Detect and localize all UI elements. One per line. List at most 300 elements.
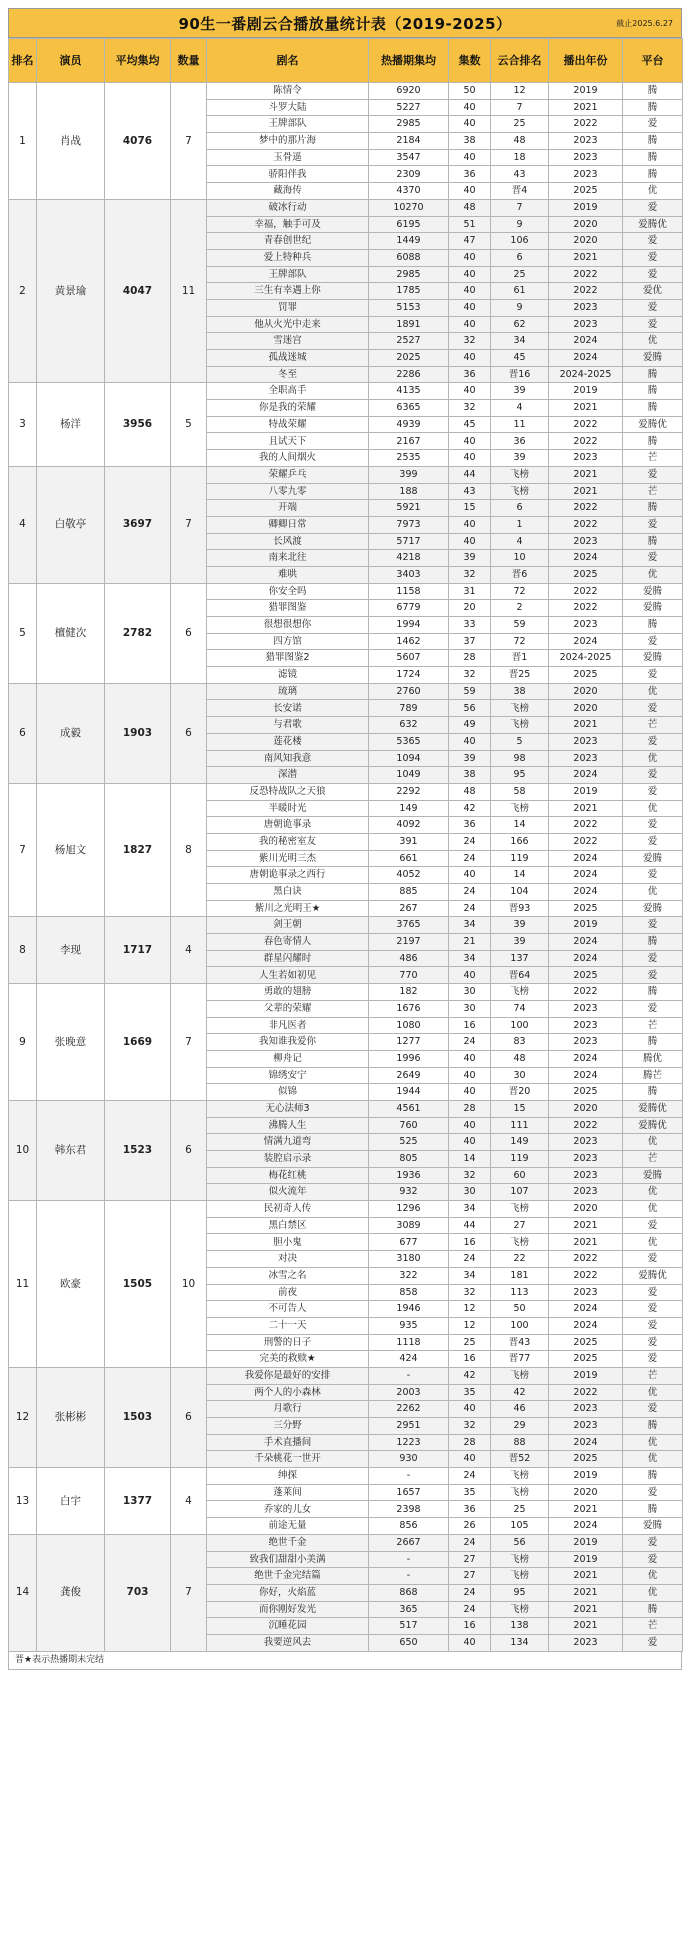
air-year: 2023: [549, 750, 623, 767]
drama-title: 琉璃: [207, 683, 369, 700]
yunhe-rank: 1: [491, 516, 549, 533]
drama-title: 特战荣耀: [207, 416, 369, 433]
episode-count: 28: [449, 650, 491, 667]
yunhe-rank: 166: [491, 833, 549, 850]
platform: 爱: [623, 299, 683, 316]
drama-count: 11: [171, 199, 207, 383]
header-count: 数量: [171, 39, 207, 83]
header-avg: 平均集均: [105, 39, 171, 83]
platform: 芒: [623, 1618, 683, 1635]
air-year: 2019: [549, 199, 623, 216]
air-year: 2023: [549, 316, 623, 333]
drama-title: 绝世千金: [207, 1534, 369, 1551]
platform: 爱: [623, 116, 683, 133]
drama-title: 幸福，触手可及: [207, 216, 369, 233]
episode-count: 35: [449, 1384, 491, 1401]
actor-average: 3697: [105, 466, 171, 583]
yunhe-rank: 39: [491, 934, 549, 951]
hot-period-avg: 322: [369, 1267, 449, 1284]
yunhe-rank: 48: [491, 133, 549, 150]
hot-period-avg: 677: [369, 1234, 449, 1251]
drama-title: 孤战迷城: [207, 350, 369, 367]
yunhe-rank: 149: [491, 1134, 549, 1151]
table-row: [9, 1201, 683, 1218]
platform: 腾: [623, 149, 683, 166]
air-year: 2022: [549, 984, 623, 1001]
episode-count: 40: [449, 1134, 491, 1151]
platform: 爱腾: [623, 350, 683, 367]
hot-period-avg: 2167: [369, 433, 449, 450]
platform: 优: [623, 1451, 683, 1468]
yunhe-rank: 43: [491, 166, 549, 183]
hot-period-avg: 486: [369, 950, 449, 967]
yunhe-rank: 134: [491, 1634, 549, 1651]
episode-count: 40: [449, 249, 491, 266]
episode-count: 40: [449, 316, 491, 333]
drama-title: 月歌行: [207, 1401, 369, 1418]
table-row: [9, 783, 683, 800]
air-year: 2023: [549, 1034, 623, 1051]
episode-count: 45: [449, 416, 491, 433]
yunhe-rank: 9: [491, 216, 549, 233]
platform: 爱: [623, 1351, 683, 1368]
hot-period-avg: -: [369, 1367, 449, 1384]
table-row: [9, 984, 683, 1001]
hot-period-avg: 868: [369, 1584, 449, 1601]
drama-title: 锦绣安宁: [207, 1067, 369, 1084]
air-year: 2020: [549, 1484, 623, 1501]
air-year: 2022: [549, 433, 623, 450]
yunhe-rank: 48: [491, 1050, 549, 1067]
episode-count: 32: [449, 566, 491, 583]
episode-count: 51: [449, 216, 491, 233]
hot-period-avg: 1118: [369, 1334, 449, 1351]
drama-title: 难哄: [207, 566, 369, 583]
footnote: 晋★表示热播期未完结: [8, 1652, 682, 1670]
episode-count: 32: [449, 1167, 491, 1184]
drama-title: 雪迷宫: [207, 333, 369, 350]
drama-title: 长风渡: [207, 533, 369, 550]
episode-count: 40: [449, 283, 491, 300]
platform: 腾: [623, 166, 683, 183]
actor-rank: 10: [9, 1100, 37, 1200]
yunhe-rank: 4: [491, 533, 549, 550]
platform: 爱: [623, 867, 683, 884]
hot-period-avg: 525: [369, 1134, 449, 1151]
drama-title: 我知谁我爱你: [207, 1034, 369, 1051]
air-year: 2024: [549, 1301, 623, 1318]
drama-title: 胆小鬼: [207, 1234, 369, 1251]
drama-title: 我爱你是最好的安排: [207, 1367, 369, 1384]
yunhe-rank: 27: [491, 1217, 549, 1234]
stats-table: [8, 38, 683, 1652]
table-row: [9, 1534, 683, 1551]
yunhe-rank: 晋6: [491, 566, 549, 583]
episode-count: 40: [449, 516, 491, 533]
air-year: 2021: [549, 1501, 623, 1518]
actor-average: 3956: [105, 383, 171, 466]
hot-period-avg: 2184: [369, 133, 449, 150]
hot-period-avg: 2985: [369, 116, 449, 133]
platform: 爱腾: [623, 850, 683, 867]
drama-title: 完美的救赎★: [207, 1351, 369, 1368]
actor-average: 1505: [105, 1201, 171, 1368]
hot-period-avg: 149: [369, 800, 449, 817]
actor-rank: 1: [9, 83, 37, 200]
table-row: [9, 1367, 683, 1384]
air-year: 2025: [549, 1451, 623, 1468]
hot-period-avg: 365: [369, 1601, 449, 1618]
platform: 优: [623, 333, 683, 350]
hot-period-avg: 3765: [369, 917, 449, 934]
air-year: 2021: [549, 1584, 623, 1601]
air-year: 2024: [549, 850, 623, 867]
actor-name: 杨洋: [37, 383, 105, 466]
hot-period-avg: -: [369, 1468, 449, 1485]
platform: 爱: [623, 266, 683, 283]
platform: 优: [623, 1584, 683, 1601]
episode-count: 24: [449, 1601, 491, 1618]
platform: 爱: [623, 249, 683, 266]
drama-title: 猎罪图鉴: [207, 600, 369, 617]
hot-period-avg: 1996: [369, 1050, 449, 1067]
hot-period-avg: 1462: [369, 633, 449, 650]
table-row: [9, 466, 683, 483]
air-year: 2025: [549, 1351, 623, 1368]
hot-period-avg: 391: [369, 833, 449, 850]
episode-count: 39: [449, 750, 491, 767]
yunhe-rank: 飞榜: [491, 1601, 549, 1618]
table-row: [9, 1100, 683, 1117]
air-year: 2019: [549, 1367, 623, 1384]
episode-count: 24: [449, 1584, 491, 1601]
episode-count: 44: [449, 1217, 491, 1234]
yunhe-rank: 晋77: [491, 1351, 549, 1368]
episode-count: 40: [449, 299, 491, 316]
hot-period-avg: 2667: [369, 1534, 449, 1551]
drama-count: 4: [171, 917, 207, 984]
episode-count: 32: [449, 333, 491, 350]
episode-count: 15: [449, 500, 491, 517]
yunhe-rank: 25: [491, 1501, 549, 1518]
platform: 优: [623, 800, 683, 817]
platform: 芒: [623, 1017, 683, 1034]
drama-count: 4: [171, 1468, 207, 1535]
hot-period-avg: 661: [369, 850, 449, 867]
drama-title: 黑白禁区: [207, 1217, 369, 1234]
air-year: 2024: [549, 1067, 623, 1084]
platform: 爱腾优: [623, 416, 683, 433]
air-year: 2025: [549, 183, 623, 200]
actor-average: 1503: [105, 1367, 171, 1467]
platform: 腾: [623, 500, 683, 517]
platform: 腾: [623, 617, 683, 634]
hot-period-avg: 930: [369, 1451, 449, 1468]
platform: 芒: [623, 450, 683, 467]
drama-title: 四方馆: [207, 633, 369, 650]
header-actor: 演员: [37, 39, 105, 83]
yunhe-rank: 72: [491, 583, 549, 600]
drama-title: 爱上特种兵: [207, 249, 369, 266]
stats-sheet: [8, 8, 682, 1941]
air-year: 2020: [549, 233, 623, 250]
air-year: 2019: [549, 783, 623, 800]
drama-title: 唐朝诡事录之西行: [207, 867, 369, 884]
episode-count: 35: [449, 1484, 491, 1501]
drama-title: 蓬莱间: [207, 1484, 369, 1501]
yunhe-rank: 晋4: [491, 183, 549, 200]
drama-title: 斗罗大陆: [207, 99, 369, 116]
episode-count: 40: [449, 183, 491, 200]
episode-count: 40: [449, 350, 491, 367]
air-year: 2022: [549, 500, 623, 517]
drama-title: 破冰行动: [207, 199, 369, 216]
actor-rank: 4: [9, 466, 37, 583]
air-year: 2021: [549, 717, 623, 734]
hot-period-avg: 2527: [369, 333, 449, 350]
yunhe-rank: 45: [491, 350, 549, 367]
hot-period-avg: 2286: [369, 366, 449, 383]
air-year: 2025: [549, 967, 623, 984]
yunhe-rank: 39: [491, 383, 549, 400]
hot-period-avg: 2292: [369, 783, 449, 800]
drama-title: 藏海传: [207, 183, 369, 200]
air-year: 2023: [549, 1184, 623, 1201]
air-year: 2023: [549, 1167, 623, 1184]
hot-period-avg: 5717: [369, 533, 449, 550]
air-year: 2023: [549, 149, 623, 166]
yunhe-rank: 6: [491, 249, 549, 266]
drama-title: 致我们甜甜小美满: [207, 1551, 369, 1568]
drama-title: 沸腾人生: [207, 1117, 369, 1134]
air-year: 2024: [549, 884, 623, 901]
drama-title: 三生有幸遇上你: [207, 283, 369, 300]
table-row: [9, 683, 683, 700]
hot-period-avg: 2309: [369, 166, 449, 183]
episode-count: 33: [449, 617, 491, 634]
yunhe-rank: 83: [491, 1034, 549, 1051]
platform: 腾: [623, 533, 683, 550]
drama-title: 无心法师3: [207, 1100, 369, 1117]
drama-title: 柳舟记: [207, 1050, 369, 1067]
episode-count: 16: [449, 1618, 491, 1635]
episode-count: 30: [449, 984, 491, 1001]
drama-title: 剑王朝: [207, 917, 369, 934]
hot-period-avg: 1049: [369, 767, 449, 784]
actor-rank: 3: [9, 383, 37, 466]
air-year: 2019: [549, 83, 623, 100]
air-year: 2020: [549, 1100, 623, 1117]
episode-count: 32: [449, 1284, 491, 1301]
page-title: 90生一番剧云合播放量统计表（2019-2025）: [178, 14, 512, 33]
actor-rank: 7: [9, 783, 37, 917]
air-year: 2019: [549, 383, 623, 400]
episode-count: 40: [449, 433, 491, 450]
air-year: 2022: [549, 283, 623, 300]
platform: 优: [623, 1134, 683, 1151]
drama-title: 我的秘密室友: [207, 833, 369, 850]
actor-rank: 14: [9, 1534, 37, 1651]
yunhe-rank: 59: [491, 617, 549, 634]
drama-title: 冬至: [207, 366, 369, 383]
platform: 腾: [623, 83, 683, 100]
episode-count: 40: [449, 116, 491, 133]
hot-period-avg: 1946: [369, 1301, 449, 1318]
platform: 优: [623, 1384, 683, 1401]
episode-count: 14: [449, 1151, 491, 1168]
yunhe-rank: 29: [491, 1418, 549, 1435]
drama-title: 荣耀乒乓: [207, 466, 369, 483]
drama-title: 与君歌: [207, 717, 369, 734]
episode-count: 16: [449, 1234, 491, 1251]
yunhe-rank: 晋25: [491, 667, 549, 684]
hot-period-avg: 1296: [369, 1201, 449, 1218]
yunhe-rank: 58: [491, 783, 549, 800]
actor-rank: 13: [9, 1468, 37, 1535]
episode-count: 28: [449, 1100, 491, 1117]
episode-count: 59: [449, 683, 491, 700]
yunhe-rank: 25: [491, 266, 549, 283]
drama-title: 紫川之光明王★: [207, 900, 369, 917]
platform: 爱腾优: [623, 1117, 683, 1134]
drama-title: 装腔启示录: [207, 1151, 369, 1168]
episode-count: 40: [449, 450, 491, 467]
yunhe-rank: 晋93: [491, 900, 549, 917]
platform: 爱: [623, 199, 683, 216]
hot-period-avg: 5153: [369, 299, 449, 316]
drama-title: 青春创世纪: [207, 233, 369, 250]
air-year: 2021: [549, 400, 623, 417]
platform: 爱: [623, 550, 683, 567]
hot-period-avg: -: [369, 1551, 449, 1568]
actor-name: 黄景瑜: [37, 199, 105, 383]
hot-period-avg: 4939: [369, 416, 449, 433]
hot-period-avg: 789: [369, 700, 449, 717]
platform: 爱: [623, 1634, 683, 1651]
air-year: 2023: [549, 1134, 623, 1151]
air-year: 2023: [549, 617, 623, 634]
episode-count: 40: [449, 967, 491, 984]
platform: 爱: [623, 1401, 683, 1418]
hot-period-avg: 2025: [369, 350, 449, 367]
platform: 爱: [623, 1317, 683, 1334]
air-year: 2021: [549, 483, 623, 500]
platform: 爱: [623, 950, 683, 967]
yunhe-rank: 晋1: [491, 650, 549, 667]
hot-period-avg: 2197: [369, 934, 449, 951]
air-year: 2019: [549, 1534, 623, 1551]
hot-period-avg: 1223: [369, 1434, 449, 1451]
yunhe-rank: 飞榜: [491, 700, 549, 717]
table-row: [9, 583, 683, 600]
drama-title: 不可告人: [207, 1301, 369, 1318]
actor-rank: 11: [9, 1201, 37, 1368]
drama-count: 6: [171, 583, 207, 683]
episode-count: 43: [449, 483, 491, 500]
platform: 优: [623, 1434, 683, 1451]
platform: 优: [623, 1184, 683, 1201]
yunhe-rank: 30: [491, 1067, 549, 1084]
hot-period-avg: 885: [369, 884, 449, 901]
yunhe-rank: 137: [491, 950, 549, 967]
drama-title: 而你刚好发光: [207, 1601, 369, 1618]
yunhe-rank: 14: [491, 867, 549, 884]
yunhe-rank: 25: [491, 116, 549, 133]
drama-title: 非凡医者: [207, 1017, 369, 1034]
yunhe-rank: 晋43: [491, 1334, 549, 1351]
platform: 优: [623, 1201, 683, 1218]
air-year: 2022: [549, 817, 623, 834]
episode-count: 40: [449, 1050, 491, 1067]
hot-period-avg: 1094: [369, 750, 449, 767]
drama-count: 7: [171, 1534, 207, 1651]
episode-count: 50: [449, 83, 491, 100]
hot-period-avg: 188: [369, 483, 449, 500]
air-year: 2024-2025: [549, 366, 623, 383]
episode-count: 24: [449, 1034, 491, 1051]
yunhe-rank: 9: [491, 299, 549, 316]
air-year: 2021: [549, 1217, 623, 1234]
actor-name: 张晚意: [37, 984, 105, 1101]
hot-period-avg: 932: [369, 1184, 449, 1201]
yunhe-rank: 飞榜: [491, 1484, 549, 1501]
platform: 爱腾: [623, 650, 683, 667]
yunhe-rank: 95: [491, 1584, 549, 1601]
hot-period-avg: 1944: [369, 1084, 449, 1101]
yunhe-rank: 4: [491, 400, 549, 417]
air-year: 2024: [549, 1434, 623, 1451]
air-year: 2023: [549, 733, 623, 750]
yunhe-rank: 11: [491, 416, 549, 433]
episode-count: 24: [449, 1468, 491, 1485]
drama-title: 我的人间烟火: [207, 450, 369, 467]
platform: 腾: [623, 133, 683, 150]
drama-title: 长安诺: [207, 700, 369, 717]
drama-count: 7: [171, 984, 207, 1101]
hot-period-avg: 424: [369, 1351, 449, 1368]
yunhe-rank: 14: [491, 817, 549, 834]
air-year: 2023: [549, 1151, 623, 1168]
air-year: 2023: [549, 1000, 623, 1017]
actor-rank: 12: [9, 1367, 37, 1467]
platform: 爱: [623, 233, 683, 250]
air-year: 2023: [549, 133, 623, 150]
header-rank: 排名: [9, 39, 37, 83]
air-year: 2022: [549, 1117, 623, 1134]
actor-average: 1377: [105, 1468, 171, 1535]
drama-title: 二十一天: [207, 1317, 369, 1334]
drama-title: 绝世千金完结篇: [207, 1568, 369, 1585]
drama-title: 骄阳伴我: [207, 166, 369, 183]
yunhe-rank: 晋16: [491, 366, 549, 383]
air-year: 2024: [549, 550, 623, 567]
episode-count: 28: [449, 1434, 491, 1451]
platform: 爱: [623, 767, 683, 784]
platform: 爱: [623, 733, 683, 750]
actor-rank: 9: [9, 984, 37, 1101]
hot-period-avg: 5365: [369, 733, 449, 750]
episode-count: 34: [449, 917, 491, 934]
yunhe-rank: 晋64: [491, 967, 549, 984]
yunhe-rank: 10: [491, 550, 549, 567]
actor-name: 韩东君: [37, 1100, 105, 1200]
yunhe-rank: 100: [491, 1017, 549, 1034]
hot-period-avg: 5921: [369, 500, 449, 517]
table-row: [9, 917, 683, 934]
hot-period-avg: 760: [369, 1117, 449, 1134]
drama-title: 猎罪图鉴2: [207, 650, 369, 667]
platform: 爱: [623, 633, 683, 650]
